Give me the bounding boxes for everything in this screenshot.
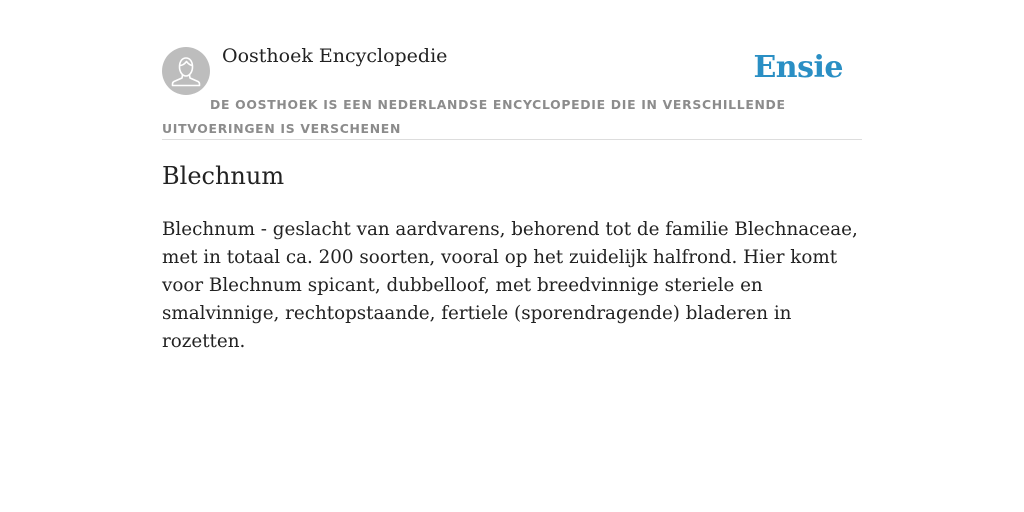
header-divider (162, 139, 862, 140)
avatar[interactable] (162, 47, 210, 95)
user-icon (162, 47, 210, 95)
brand-logo[interactable]: Ensie (753, 50, 843, 85)
article-body: Blechnum - geslacht van aardvarens, behorend tot de familie Blechnaceae, met in totaal ca. 200 soorten, vooral op het zuidelijk halfrond. Hier komt voor Blechnum spicant, dubbelloof, met breedvinnige steriele en smalvinnige, rechtopstaande, fertiele (sporendragende) bladeren in rozetten. (162, 219, 858, 352)
author-name[interactable]: Oosthoek Encyclopedie (222, 45, 448, 67)
article-title: Blechnum (162, 162, 285, 190)
header (162, 44, 862, 140)
author-tagline: DE OOSTHOEK IS EEN NEDERLANDSE ENCYCLOPEDIE DIE IN VERSCHILLENDE UITVOERINGEN IS VERSCHENEN (162, 97, 786, 136)
